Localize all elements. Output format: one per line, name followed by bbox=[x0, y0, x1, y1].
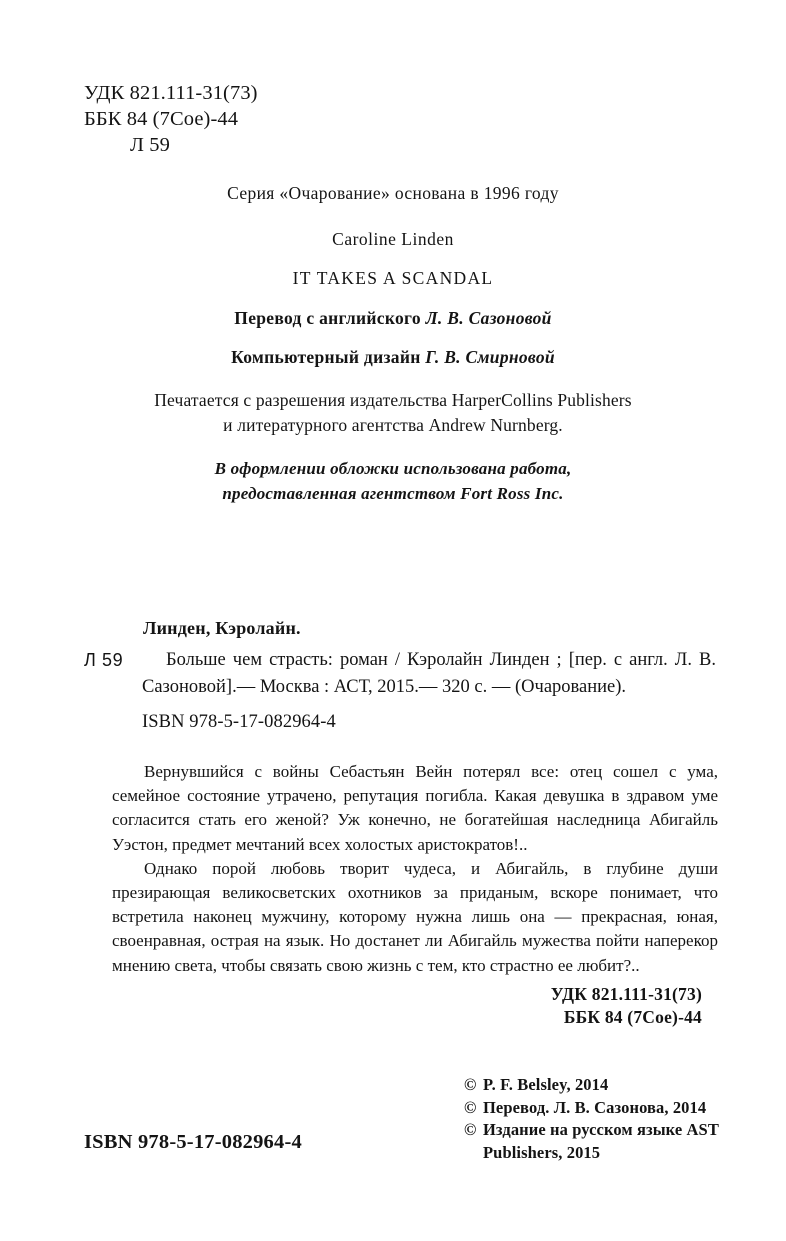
copyright-line-3 bbox=[464, 1119, 719, 1142]
cover-art-note bbox=[0, 456, 786, 506]
cip-body bbox=[84, 647, 716, 700]
copyright-line-3-continuation: Publishers, 2015 bbox=[483, 1142, 601, 1162]
blurb-paragraph-2: Однако порой любовь творит чудеса, и Абигайль, в глубине души презирающая великосветских охотников за приданым, вскоре понимает, что встретила наконец мужчину, которому нужна лишь она — прекрасная, юная, своенравная, острая на язык. Но достанет ли Абигайль мужества пойти наперекор мнению света, чтобы связать свою жизнь с тем, кто страстно ее любит?.. bbox=[112, 858, 718, 975]
classification-block-bottom bbox=[0, 983, 702, 1029]
series-line: Серия «Очарование» основана в 1996 году bbox=[227, 183, 559, 203]
copyright-line-2-text: Перевод. Л. В. Сазонова, 2014 bbox=[483, 1097, 707, 1117]
translation-credit-label: Перевод с английского bbox=[234, 308, 421, 328]
cip-author-heading: Линден, Кэролайн. bbox=[143, 618, 301, 638]
bbk-code-top: ББК 84 (7Сое)-44 bbox=[84, 108, 239, 130]
translation-credit bbox=[0, 308, 786, 329]
bbk-code-bottom: ББК 84 (7Сое)-44 bbox=[563, 1007, 702, 1027]
designer-name: Г. В. Смирновой bbox=[425, 347, 555, 367]
blurb-paragraph-1: Вернувшийся с войны Себастьян Вейн потерял все: отец сошел с ума, семейное состояние утрачено, репутация погибла. Какая девушка в здравом уме согласится стать его женой? Уж конечно, не богатейшая наследница Абигайль Уэстон, предмет мечтаний всех холостых аристократов!.. bbox=[112, 762, 718, 854]
copyright-line-3-text: Издание на русском языке AST bbox=[483, 1120, 719, 1139]
blurb-block bbox=[112, 760, 718, 978]
permission-line-1: Печатается с разрешения издательства HarperCollins Publishers bbox=[154, 390, 632, 410]
translator-name: Л. В. Сазоновой bbox=[425, 308, 552, 328]
permission-line-2: и литературного агентства Andrew Nurnberg. bbox=[223, 415, 563, 435]
copyright-line-1 bbox=[464, 1074, 719, 1097]
copyright-symbol-icon: © bbox=[464, 1075, 477, 1094]
copyright-symbol-icon: © bbox=[464, 1120, 477, 1139]
cip-shelf-mark: Л 59 bbox=[84, 650, 124, 670]
udk-code-top: УДК 821.111-31(73) bbox=[84, 82, 258, 104]
cip-isbn: ISBN 978-5-17-082964-4 bbox=[142, 712, 336, 732]
permission-statement bbox=[0, 388, 786, 438]
original-author: Caroline Linden bbox=[332, 229, 454, 249]
copyright-line-2 bbox=[464, 1097, 719, 1120]
cover-art-note-line-2: предоставленная агентством Fort Ross Inc. bbox=[222, 484, 564, 503]
copyright-block bbox=[464, 1074, 719, 1164]
design-credit-label: Компьютерный дизайн bbox=[231, 347, 421, 367]
cover-art-note-line-1: В оформлении обложки использована работа, bbox=[214, 459, 572, 478]
isbn-bottom: ISBN 978-5-17-082964-4 bbox=[84, 1131, 302, 1153]
shelf-mark-top: Л 59 bbox=[130, 134, 170, 156]
udk-code-bottom: УДК 821.111-31(73) bbox=[550, 984, 702, 1004]
original-title: IT TAKES A SCANDAL bbox=[292, 268, 494, 288]
copyright-symbol-icon: © bbox=[464, 1097, 477, 1117]
cip-block bbox=[84, 618, 716, 733]
classification-block-top bbox=[84, 80, 258, 158]
copyright-line-1-text: P. F. Belsley, 2014 bbox=[483, 1075, 609, 1094]
design-credit bbox=[0, 347, 786, 368]
cip-description: Больше чем страсть: роман / Кэролайн Линден ; [пер. с англ. Л. В. Сазоновой].— Москва : АСТ, 2015.— 320 с. — (Очарование). bbox=[142, 650, 716, 697]
